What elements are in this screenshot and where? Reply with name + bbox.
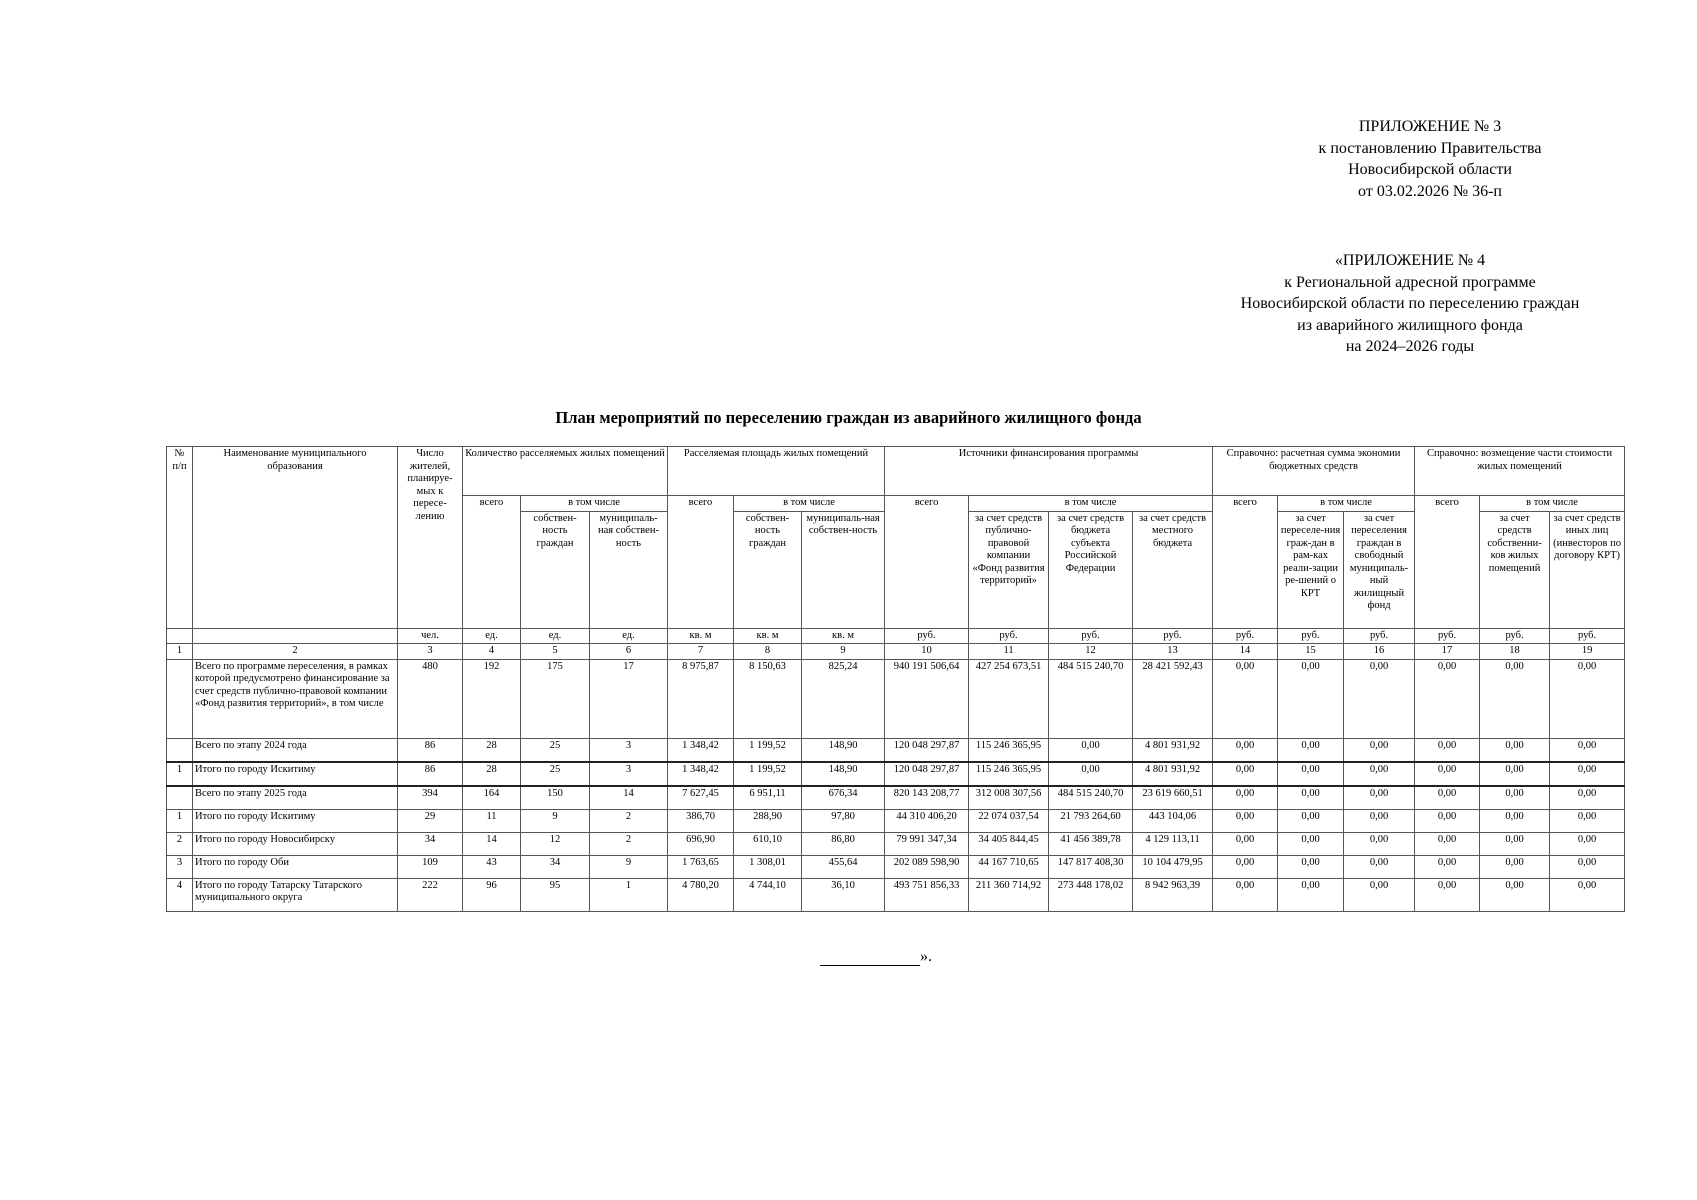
units-row — [167, 628, 1625, 644]
table-cell: 1 763,65 — [668, 855, 734, 878]
unit-cell: руб. — [1344, 628, 1415, 644]
table-cell: 0,00 — [1415, 762, 1480, 786]
table-cell: 3 — [590, 738, 668, 762]
table-cell: 0,00 — [1415, 738, 1480, 762]
table-cell: 0,00 — [1344, 855, 1415, 878]
table-row — [167, 809, 1625, 832]
table-cell: 1 348,42 — [668, 738, 734, 762]
header-num: № п/п — [167, 447, 193, 629]
table-cell: 9 — [521, 809, 590, 832]
column-number: 18 — [1480, 644, 1550, 660]
appendix-3-line: ПРИЛОЖЕНИЕ № 3 — [1358, 118, 1502, 135]
header-including: в том числе — [969, 496, 1213, 512]
table-cell: 0,00 — [1415, 809, 1480, 832]
column-number: 10 — [885, 644, 969, 660]
table-cell: 0,00 — [1480, 659, 1550, 738]
table-row — [167, 786, 1625, 810]
table-row — [167, 878, 1625, 911]
table-cell: 2 — [590, 832, 668, 855]
header-residents: Число жителей, планируе-мых к пересе-лению — [398, 447, 463, 629]
table-cell: 8 942 963,39 — [1133, 878, 1213, 911]
table-cell: 1 348,42 — [668, 762, 734, 786]
table-cell: 0,00 — [1344, 809, 1415, 832]
table-cell: 1 199,52 — [734, 738, 802, 762]
table-cell: 0,00 — [1213, 809, 1278, 832]
table-cell: 150 — [521, 786, 590, 810]
table-cell: 222 — [398, 878, 463, 911]
table-cell: 4 129 113,11 — [1133, 832, 1213, 855]
table-cell: 0,00 — [1213, 738, 1278, 762]
unit-cell: руб. — [969, 628, 1049, 644]
header-fund: за счет средств публично-правовой компании «Фонд развития территорий» — [969, 511, 1049, 628]
table-cell: 0,00 — [1278, 878, 1344, 911]
table-cell: 175 — [521, 659, 590, 738]
table-cell: 97,80 — [802, 809, 885, 832]
unit-cell: ед. — [463, 628, 521, 644]
table-cell: 9 — [590, 855, 668, 878]
page-title: План мероприятий по переселению граждан из аварийного жилищного фонда — [555, 408, 1142, 427]
table-cell: 0,00 — [1213, 878, 1278, 911]
row-name-cell: Итого по городу Искитиму — [193, 762, 398, 786]
table-cell: 0,00 — [1278, 762, 1344, 786]
table-cell: 386,70 — [668, 809, 734, 832]
header-including: в том числе — [521, 496, 668, 512]
unit-cell: руб. — [1049, 628, 1133, 644]
table-cell: 44 167 710,65 — [969, 855, 1049, 878]
table-cell: 0,00 — [1480, 832, 1550, 855]
column-number: 2 — [193, 644, 398, 660]
signature-line — [820, 951, 920, 966]
table-cell: 312 008 307,56 — [969, 786, 1049, 810]
header-compensation-group: Справочно: возмещение части стоимости жилых помещений — [1415, 447, 1625, 496]
column-number: 9 — [802, 644, 885, 660]
table-cell: 0,00 — [1278, 832, 1344, 855]
table-cell: 4 780,20 — [668, 878, 734, 911]
table-cell: 0,00 — [1550, 762, 1625, 786]
appendix-3-line: от 03.02.2026 № 36-п — [1358, 182, 1502, 200]
table-cell: 14 — [463, 832, 521, 855]
header-finance-group: Источники финансирования программы — [885, 447, 1213, 496]
table-cell: 610,10 — [734, 832, 802, 855]
table-cell: 0,00 — [1278, 855, 1344, 878]
table-cell: 0,00 — [1550, 878, 1625, 911]
table-cell: 41 456 389,78 — [1049, 832, 1133, 855]
header-citizens-own: собствен-ность граждан — [521, 511, 590, 628]
table-cell: 109 — [398, 855, 463, 878]
table-cell: 0,00 — [1415, 659, 1480, 738]
column-number: 11 — [969, 644, 1049, 660]
unit-cell — [167, 628, 193, 644]
table-cell: 8 150,63 — [734, 659, 802, 738]
table-cell: 95 — [521, 878, 590, 911]
table-cell: 0,00 — [1278, 659, 1344, 738]
table-cell: 0,00 — [1550, 832, 1625, 855]
table-cell: 120 048 297,87 — [885, 762, 969, 786]
row-name-cell: Итого по городу Новосибирску — [193, 832, 398, 855]
table-cell: 0,00 — [1550, 738, 1625, 762]
table-cell — [167, 659, 193, 738]
unit-cell: руб. — [1213, 628, 1278, 644]
table-cell: 0,00 — [1344, 659, 1415, 738]
table-cell: 147 817 408,30 — [1049, 855, 1133, 878]
appendix-4-line: из аварийного жилищного фонда — [1297, 316, 1523, 334]
column-number: 15 — [1278, 644, 1344, 660]
appendix-4-line: Новосибирской области по переселению граждан — [1240, 295, 1580, 312]
table-cell: 4 — [167, 878, 193, 911]
table-cell: 96 — [463, 878, 521, 911]
table-cell: 0,00 — [1213, 832, 1278, 855]
table-row — [167, 762, 1625, 786]
table-cell: 86 — [398, 762, 463, 786]
row-name-cell: Всего по программе переселения, в рамках которой предусмотрено финансирование за счет средств публично-правовой компании «Фонд развития территорий», в том числе — [193, 659, 398, 738]
table-cell: 8 975,87 — [668, 659, 734, 738]
table-cell: 2 — [167, 832, 193, 855]
header-total: всего — [1415, 496, 1480, 629]
table-cell: 0,00 — [1415, 855, 1480, 878]
table-cell: 0,00 — [1344, 762, 1415, 786]
column-number: 6 — [590, 644, 668, 660]
row-name-cell: Всего по этапу 2024 года — [193, 738, 398, 762]
table-cell: 115 246 365,95 — [969, 762, 1049, 786]
appendix-4-line: «ПРИЛОЖЕНИЕ № 4 — [1334, 252, 1486, 269]
table-cell: 0,00 — [1344, 832, 1415, 855]
table-cell: 120 048 297,87 — [885, 738, 969, 762]
table-cell: 0,00 — [1480, 855, 1550, 878]
table-cell: 0,00 — [1213, 659, 1278, 738]
table-cell: 3 — [590, 762, 668, 786]
table-cell: 484 515 240,70 — [1049, 659, 1133, 738]
table-cell: 0,00 — [1344, 738, 1415, 762]
table-cell: 0,00 — [1213, 855, 1278, 878]
table-cell: 43 — [463, 855, 521, 878]
table-cell: 25 — [521, 762, 590, 786]
table-cell: 28 — [463, 738, 521, 762]
table-cell: 0,00 — [1278, 786, 1344, 810]
header-other-persons: за счет средств иных лиц (инвесторов по договору КРТ) — [1550, 511, 1625, 628]
header-total: всего — [668, 496, 734, 629]
header-including: в том числе — [1278, 496, 1415, 512]
table-cell: 0,00 — [1550, 809, 1625, 832]
row-name-cell: Итого по городу Татарску Татарского муниципального округа — [193, 878, 398, 911]
table-cell: 4 801 931,92 — [1133, 738, 1213, 762]
column-number: 3 — [398, 644, 463, 660]
unit-cell: кв. м — [668, 628, 734, 644]
table-cell: 0,00 — [1480, 809, 1550, 832]
column-number: 13 — [1133, 644, 1213, 660]
table-cell: 1 — [590, 878, 668, 911]
table-cell: 21 793 264,60 — [1049, 809, 1133, 832]
appendix-4-line: на 2024–2026 годы — [1345, 338, 1475, 355]
header-owners: за счет средств собственни-ков жилых помещений — [1480, 511, 1550, 628]
table-cell: 4 801 931,92 — [1133, 762, 1213, 786]
unit-cell: руб. — [1415, 628, 1480, 644]
table-cell: 86,80 — [802, 832, 885, 855]
unit-cell: руб. — [1278, 628, 1344, 644]
unit-cell: ед. — [521, 628, 590, 644]
column-number: 4 — [463, 644, 521, 660]
table-cell: 25 — [521, 738, 590, 762]
unit-cell: ед. — [590, 628, 668, 644]
table-cell: 427 254 673,51 — [969, 659, 1049, 738]
table-row — [167, 738, 1625, 762]
table-cell: 2 — [590, 809, 668, 832]
table-cell: 825,24 — [802, 659, 885, 738]
table-cell: 34 — [398, 832, 463, 855]
column-number: 7 — [668, 644, 734, 660]
table-cell: 0,00 — [1415, 786, 1480, 810]
table-cell: 493 751 856,33 — [885, 878, 969, 911]
table-cell: 0,00 — [1550, 786, 1625, 810]
table-cell: 148,90 — [802, 762, 885, 786]
appendix-3-line: к постановлению Правительства — [1318, 139, 1542, 157]
header-area-group: Расселяемая площадь жилых помещений — [668, 447, 885, 496]
table-cell: 29 — [398, 809, 463, 832]
unit-cell — [193, 628, 398, 644]
table-cell: 0,00 — [1344, 878, 1415, 911]
row-name-cell: Итого по городу Искитиму — [193, 809, 398, 832]
table-cell: 288,90 — [734, 809, 802, 832]
table-cell: 0,00 — [1049, 762, 1133, 786]
header-savings-group: Справочно: расчетная сумма экономии бюджетных средств — [1213, 447, 1415, 496]
table-cell: 23 619 660,51 — [1133, 786, 1213, 810]
table-cell: 0,00 — [1344, 786, 1415, 810]
table-cell: 79 991 347,34 — [885, 832, 969, 855]
table-cell: 0,00 — [1049, 738, 1133, 762]
table-cell: 148,90 — [802, 738, 885, 762]
column-number: 12 — [1049, 644, 1133, 660]
column-number: 5 — [521, 644, 590, 660]
table-cell: 12 — [521, 832, 590, 855]
table-cell: 273 448 178,02 — [1049, 878, 1133, 911]
table-cell: 1 — [167, 809, 193, 832]
header-municipal-own: муниципаль-ная собствен-ность — [802, 511, 885, 628]
header-municipal-own: муниципаль-ная собствен-ность — [590, 511, 668, 628]
table-cell: 0,00 — [1213, 786, 1278, 810]
header-krt-resettlement: за счет переселе-ния граж-дан в рам-ках реали-зации ре-шений о КРТ — [1278, 511, 1344, 628]
table-cell: 17 — [590, 659, 668, 738]
table-row — [167, 659, 1625, 738]
table-body — [167, 659, 1625, 911]
table-cell: 1 — [167, 762, 193, 786]
table-cell — [167, 738, 193, 762]
unit-cell: кв. м — [802, 628, 885, 644]
table-cell: 0,00 — [1550, 855, 1625, 878]
table-cell: 1 199,52 — [734, 762, 802, 786]
table-cell: 34 — [521, 855, 590, 878]
header-total: всего — [463, 496, 521, 629]
table-cell: 202 089 598,90 — [885, 855, 969, 878]
table-cell: 394 — [398, 786, 463, 810]
table-cell: 11 — [463, 809, 521, 832]
appendix-4-line: к Региональной адресной программе — [1284, 273, 1536, 291]
unit-cell: руб. — [1133, 628, 1213, 644]
table-cell: 86 — [398, 738, 463, 762]
table-row — [167, 832, 1625, 855]
table-cell: 676,34 — [802, 786, 885, 810]
table-cell: 44 310 406,20 — [885, 809, 969, 832]
table-cell: 696,90 — [668, 832, 734, 855]
table-cell: 0,00 — [1415, 832, 1480, 855]
table-cell: 0,00 — [1480, 786, 1550, 810]
closing-quote: ». — [920, 948, 932, 965]
table-cell: 6 951,11 — [734, 786, 802, 810]
table-cell: 36,10 — [802, 878, 885, 911]
header-total: всего — [885, 496, 969, 629]
table-cell: 455,64 — [802, 855, 885, 878]
header-subject-budget: за счет средств бюджета субъекта Российской Федерации — [1049, 511, 1133, 628]
unit-cell: руб. — [1480, 628, 1550, 644]
column-number: 1 — [167, 644, 193, 660]
table-cell: 1 308,01 — [734, 855, 802, 878]
table-cell: 0,00 — [1278, 809, 1344, 832]
table-cell: 4 744,10 — [734, 878, 802, 911]
unit-cell: руб. — [885, 628, 969, 644]
table-cell: 115 246 365,95 — [969, 738, 1049, 762]
unit-cell: кв. м — [734, 628, 802, 644]
table-cell: 484 515 240,70 — [1049, 786, 1133, 810]
appendix-3-line: Новосибирской области — [1348, 161, 1512, 178]
header-total: всего — [1213, 496, 1278, 629]
header-local-budget: за счет средств местного бюджета — [1133, 511, 1213, 628]
table-cell: 28 421 592,43 — [1133, 659, 1213, 738]
table-cell: 0,00 — [1480, 762, 1550, 786]
table-cell: 0,00 — [1550, 659, 1625, 738]
table-cell: 480 — [398, 659, 463, 738]
table-cell: 28 — [463, 762, 521, 786]
unit-cell: руб. — [1550, 628, 1625, 644]
header-free-fund: за счет переселения граждан в свободный муниципаль-ный жилищный фонд — [1344, 511, 1415, 628]
header-citizens-own: собствен-ность граждан — [734, 511, 802, 628]
column-number: 16 — [1344, 644, 1415, 660]
table-cell — [167, 786, 193, 810]
table-cell: 443 104,06 — [1133, 809, 1213, 832]
row-name-cell: Всего по этапу 2025 года — [193, 786, 398, 810]
table-cell: 0,00 — [1480, 738, 1550, 762]
table-cell: 0,00 — [1213, 762, 1278, 786]
table-cell: 34 405 844,45 — [969, 832, 1049, 855]
appendix-3-header — [1300, 116, 1560, 202]
column-number: 8 — [734, 644, 802, 660]
table-cell: 0,00 — [1278, 738, 1344, 762]
table-cell: 820 143 208,77 — [885, 786, 969, 810]
table-cell: 22 074 037,54 — [969, 809, 1049, 832]
closing-mark — [820, 948, 932, 966]
table-cell: 0,00 — [1480, 878, 1550, 911]
column-number: 14 — [1213, 644, 1278, 660]
header-including: в том числе — [734, 496, 885, 512]
header-name: Наименование муниципального образования — [193, 447, 398, 629]
header-units-group: Количество расселяемых жилых помещений — [463, 447, 668, 496]
table-cell: 211 360 714,92 — [969, 878, 1049, 911]
table-cell: 164 — [463, 786, 521, 810]
table-cell: 192 — [463, 659, 521, 738]
column-numbers-row — [167, 644, 1625, 660]
column-number: 17 — [1415, 644, 1480, 660]
unit-cell: чел. — [398, 628, 463, 644]
table-cell: 10 104 479,95 — [1133, 855, 1213, 878]
column-number: 19 — [1550, 644, 1625, 660]
table-cell: 14 — [590, 786, 668, 810]
header-including: в том числе — [1480, 496, 1625, 512]
header-row-1 — [167, 447, 1625, 496]
resettlement-plan-table — [166, 446, 1625, 912]
table-cell: 0,00 — [1415, 878, 1480, 911]
table-cell: 3 — [167, 855, 193, 878]
appendix-4-header — [1200, 250, 1620, 358]
table-row — [167, 855, 1625, 878]
table-cell: 940 191 506,64 — [885, 659, 969, 738]
table-cell: 7 627,45 — [668, 786, 734, 810]
row-name-cell: Итого по городу Оби — [193, 855, 398, 878]
